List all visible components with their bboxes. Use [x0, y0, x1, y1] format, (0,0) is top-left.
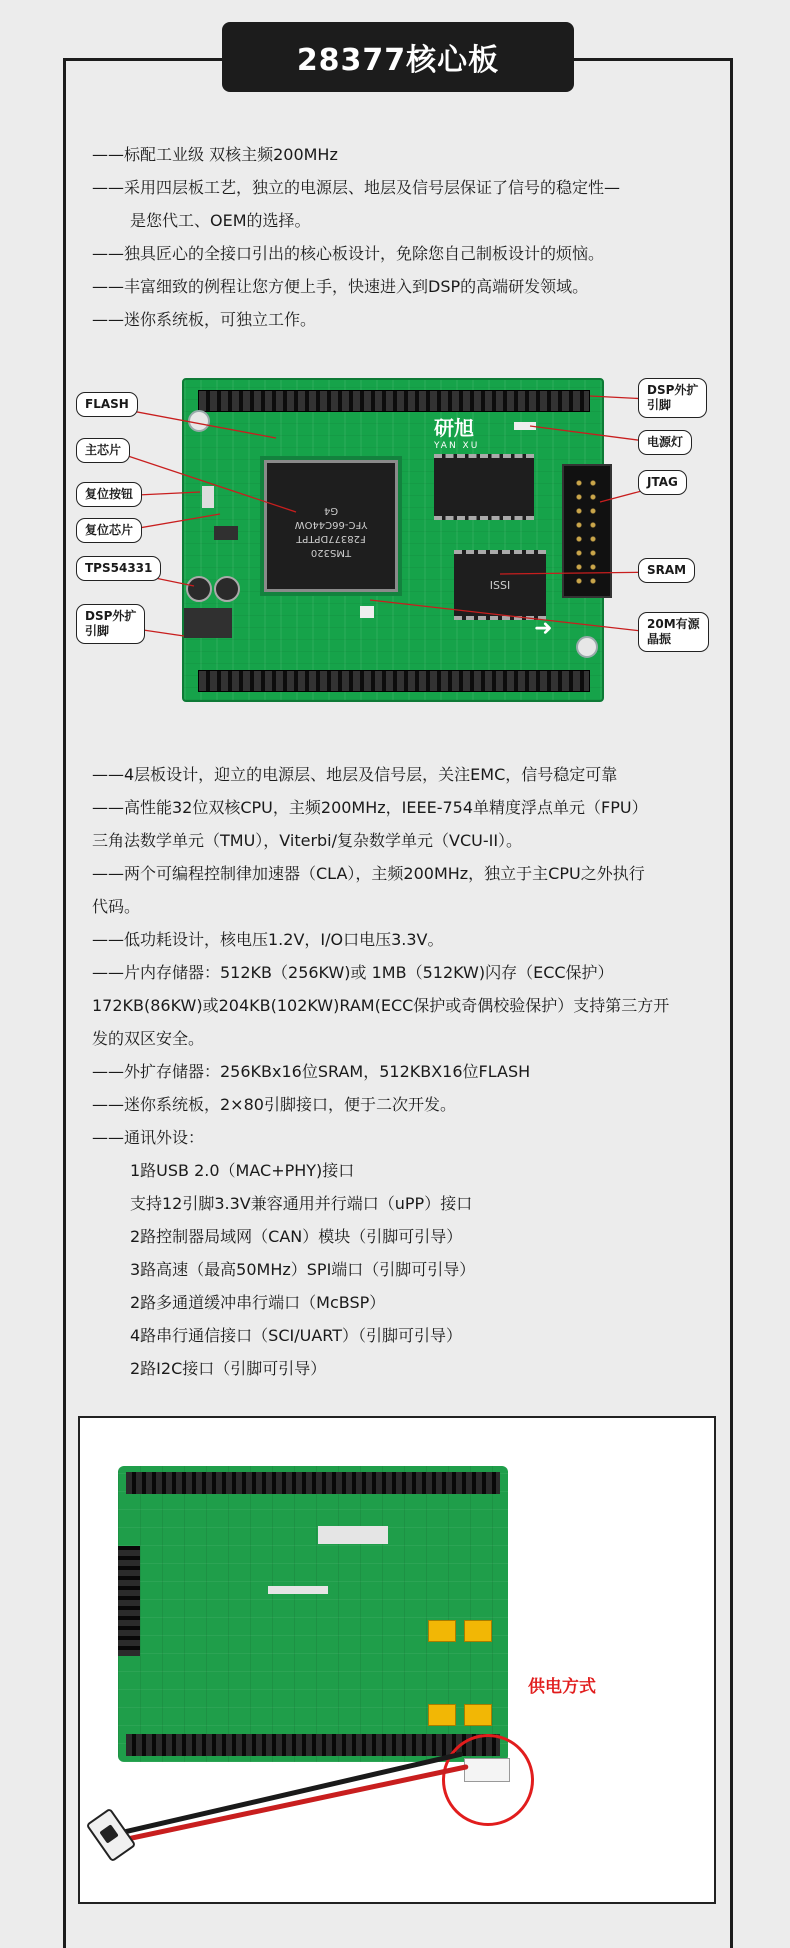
- spec-line: ——片内存储器：512KB（256KW)或 1MB（512KW)闪存（ECC保护）: [92, 963, 614, 982]
- spec-sub-line: 4路串行通信接口（SCI/UART）（引脚可引导）: [130, 1326, 463, 1345]
- page-title: 28377核心板: [296, 43, 500, 78]
- callout-sram: SRAM: [638, 558, 695, 583]
- spec-list: [92, 758, 732, 1385]
- callout-main-chip: 主芯片: [76, 438, 130, 463]
- resistor-array: [318, 1526, 388, 1544]
- spec-line: ——迷你系统板，2×80引脚接口，便于二次开发。: [92, 1095, 456, 1114]
- pin-header-bottom: [198, 670, 590, 692]
- spec-line: ——外扩存储器：256KBx16位SRAM，512KBX16位FLASH: [92, 1062, 531, 1081]
- callout-dsp-ext-left: DSP外扩 引脚: [76, 604, 145, 644]
- callout-flash: FLASH: [76, 392, 138, 417]
- callout-power-led: 电源灯: [638, 430, 692, 455]
- spec-line: 三角法数学单元（TMU），Viterbi/复杂数学单元（VCU-II）。: [92, 831, 523, 850]
- flash-chip-illustration: [434, 454, 534, 520]
- spec-sub-line: 2路I2C接口（引脚可引导）: [130, 1359, 327, 1378]
- board-photo: [78, 1416, 716, 1904]
- tantalum-capacitor: [464, 1620, 492, 1642]
- power-plug: [86, 1808, 137, 1863]
- callout-reset-chip: 复位芯片: [76, 518, 142, 543]
- spec-sub-line: 支持12引脚3.3V兼容通用并行端口（uPP）接口: [130, 1194, 473, 1213]
- brand-logo: [434, 412, 479, 451]
- photo-pin-header-bottom: [126, 1734, 500, 1756]
- intro-line: ——丰富细致的例程让您方便上手，快速进入到DSP的高端研发领域。: [92, 277, 589, 296]
- tantalum-capacitor: [464, 1704, 492, 1726]
- mounting-hole: [188, 410, 210, 432]
- pin-header-top: [198, 390, 590, 412]
- spec-sub-line: 2路多通道缓冲串行端口（McBSP）: [130, 1293, 386, 1312]
- spec-line: ——高性能32位双核CPU，主频200MHz，IEEE-754单精度浮点单元（FPU）: [92, 798, 648, 817]
- brand-name: 研旭: [434, 416, 474, 440]
- power-supply-label: 供电方式: [528, 1677, 596, 1697]
- spec-sub-line: 3路高速（最高50MHz）SPI端口（引脚可引导）: [130, 1260, 476, 1279]
- photo-pin-header-side: [118, 1546, 140, 1656]
- callout-oscillator: 20M有源 晶振: [638, 612, 709, 652]
- spec-sub-line: 1路USB 2.0（MAC+PHY)接口: [130, 1161, 355, 1180]
- power-cable-red: [119, 1764, 468, 1843]
- intro-line: 是您代工、OEM的选择。: [130, 211, 311, 230]
- callout-dsp-ext-right: DSP外扩 引脚: [638, 378, 707, 418]
- capacitor: [186, 576, 212, 602]
- ram-marking: ISSI: [489, 578, 511, 592]
- spec-line: ——通讯外设：: [92, 1128, 205, 1147]
- callout-jtag: JTAG: [638, 470, 687, 495]
- sram-chip-illustration: [454, 550, 546, 620]
- spec-line: 代码。: [92, 897, 141, 916]
- spec-line: ——低功耗设计，核电压1.2V，I/O口电压3.3V。: [92, 930, 444, 949]
- spec-sub-line: 2路控制器局域网（CAN）模块（引脚可引导）: [130, 1227, 463, 1246]
- power-led-illustration: [514, 422, 536, 430]
- jtag-connector-illustration: [562, 464, 612, 598]
- chip-marking: TMS320 F28377DPTPT YFC-66C44OW G4: [294, 505, 368, 558]
- resistor-array: [268, 1586, 328, 1594]
- callout-tps54331: TPS54331: [76, 556, 161, 581]
- oscillator-illustration: [360, 606, 374, 618]
- tantalum-capacitor: [428, 1704, 456, 1726]
- pcb-board-illustration: [182, 378, 604, 702]
- photo-pcb: [118, 1466, 508, 1762]
- intro-list: [92, 138, 712, 336]
- reset-button-illustration: [202, 486, 214, 508]
- photo-pin-header-top: [126, 1472, 500, 1494]
- reset-chip-illustration: [214, 526, 238, 540]
- spec-line: 172KB(86KW)或204KB(102KW)RAM(ECC保护或奇偶校验保护）支持第三方开: [92, 996, 670, 1015]
- power-cable-black: [121, 1751, 463, 1835]
- spec-line: ——4层板设计，迎立的电源层、地层及信号层，关注EMC，信号稳定可靠: [92, 765, 618, 784]
- tantalum-capacitor: [428, 1620, 456, 1642]
- intro-line: ——独具匠心的全接口引出的核心板设计，免除您自己制板设计的烦恼。: [92, 244, 605, 263]
- power-connector: [464, 1758, 510, 1782]
- spec-line: 发的双区安全。: [92, 1029, 205, 1048]
- title-banner: [222, 22, 574, 92]
- intro-line: ——标配工业级 双核主频200MHz: [92, 145, 338, 164]
- board-diagram: [70, 372, 720, 712]
- intro-line: ——采用四层板工艺，独立的电源层、地层及信号层保证了信号的稳定性—: [92, 178, 621, 197]
- capacitor: [214, 576, 240, 602]
- spec-line: ——两个可编程控制律加速器（CLA），主频200MHz，独立于主CPU之外执行: [92, 864, 645, 883]
- brand-sub: YAN XU: [434, 441, 480, 451]
- mounting-hole: [576, 636, 598, 658]
- main-chip-illustration: [264, 460, 398, 592]
- callout-reset-button: 复位按钮: [76, 482, 142, 507]
- tps-chip-illustration: [184, 608, 232, 638]
- intro-line: ——迷你系统板，可独立工作。: [92, 310, 317, 329]
- arrow-icon: ➜: [534, 616, 553, 641]
